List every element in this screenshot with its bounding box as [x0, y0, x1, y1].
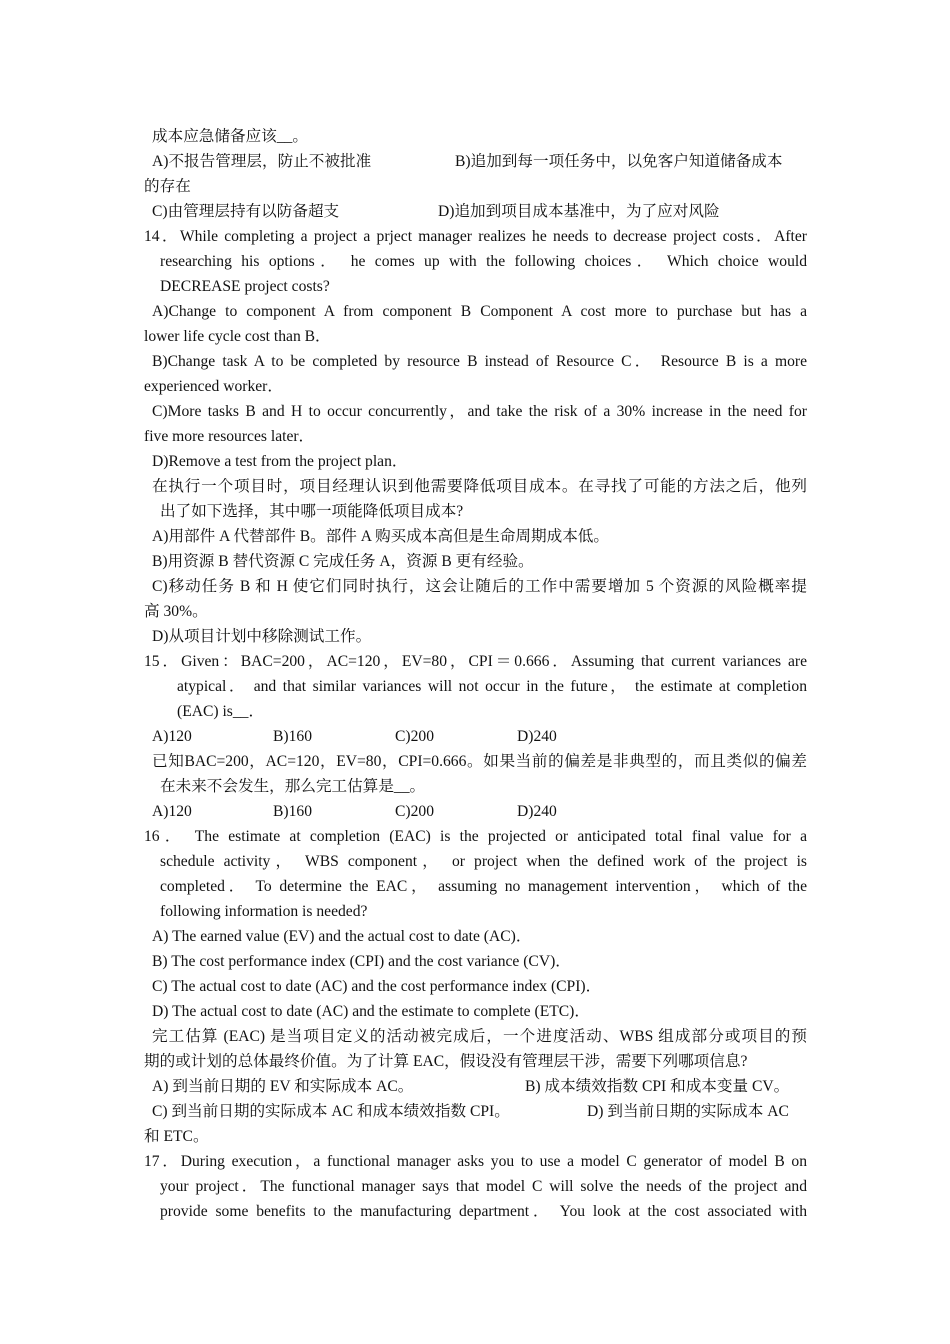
q14-option-a-1: A)Change to component A from component B Component A cost more to purchase but has a	[152, 303, 807, 320]
q14-option-b-2: experienced worker．	[144, 378, 283, 395]
q16-option-a: A) The earned value (EV) and the actual cost to date (AC)．	[152, 928, 532, 945]
q15-zh-line-2: 在未来不会发生，那么完工估算是__。	[160, 778, 426, 795]
q14-zh-option-a: A)用部件 A 代替部件 B。部件 A 购买成本高但是生命周期成本低。	[152, 528, 609, 545]
q16-zh-option-b: B) 成本绩效指数 CPI 和成本变量 CV。	[525, 1078, 790, 1095]
q16-zh-option-d-cont: 和 ETC。	[144, 1128, 209, 1145]
q14-zh-option-b: B)用资源 B 替代资源 C 完成任务 A，资源 B 更有经验。	[152, 553, 534, 570]
q17-line-1: 17．During execution，a functional manager asks you to use a model C generator of model B on	[144, 1153, 807, 1170]
q14-option-d: D)Remove a test from the project plan．	[152, 453, 408, 470]
q15-zh-option-b: B)160	[273, 803, 312, 820]
q13-stem-tail: 成本应急储备应该__。	[152, 128, 308, 145]
q14-line-2: researching his options． he comes up with the following choices． Which choice would	[160, 253, 807, 270]
q14-option-b-1: B)Change task A to be completed by resource B instead of Resource C． Resource B is a more	[152, 353, 807, 370]
q14-line-3: DECREASE project costs?	[160, 278, 330, 295]
q16-zh-option-a: A) 到当前日期的 EV 和实际成本 AC。	[152, 1078, 414, 1095]
q15-option-c: C)200	[395, 728, 434, 745]
q15-line-2: atypical． and that similar variances will not occur in the future， the estimate at completion	[177, 678, 807, 695]
q15-zh-option-c: C)200	[395, 803, 434, 820]
q16-line-1: 16． The estimate at completion (EAC) is the projected or anticipated total final value for a	[144, 828, 807, 845]
q16-zh-line-2: 期的或计划的总体最终价值。为了计算 EAC，假设没有管理层干涉，需要下列哪项信息?	[144, 1053, 748, 1070]
q14-option-a-2: lower life cycle cost than B．	[144, 328, 331, 345]
q16-zh-line-1: 完工估算 (EAC) 是当项目定义的活动被完成后，一个进度活动、WBS 组成部分或项目的预	[152, 1028, 807, 1045]
q14-zh-option-d: D)从项目计划中移除测试工作。	[152, 628, 372, 645]
q15-line-3: (EAC) is__．	[177, 703, 265, 720]
q14-zh-option-c-1: C)移动任务 B 和 H 使它们同时执行，这会让随后的工作中需要增加 5 个资源的风险概率提	[152, 578, 807, 595]
q17-line-2: your project．The functional manager says that model C will solve the needs of the project and	[160, 1178, 807, 1195]
q16-option-c: C) The actual cost to date (AC) and the cost performance index (CPI)．	[152, 978, 602, 995]
q13-option-c: C)由管理层持有以防备超支	[152, 203, 340, 220]
q16-option-b: B) The cost performance index (CPI) and the cost variance (CV)．	[152, 953, 571, 970]
q14-zh-line-2: 出了如下选择，其中哪一项能降低项目成本?	[160, 503, 464, 520]
q15-zh-line-1: 已知BAC=200，AC=120，EV=80，CPI=0.666。如果当前的偏差是非典型的，而且类似的偏差	[152, 753, 807, 770]
q16-zh-option-d: D) 到当前日期的实际成本 AC	[587, 1103, 789, 1120]
q15-line-1: 15．Given：BAC=200，AC=120，EV=80，CPI＝0.666．Assuming that current variances are	[144, 653, 807, 670]
q16-line-2: schedule activity， WBS component， or project when the defined work of the project is	[160, 853, 807, 870]
q13-option-d: D)追加到项目成本基准中，为了应对风险	[438, 203, 720, 220]
q14-option-c-2: five more resources later．	[144, 428, 315, 445]
q13-option-b: B)追加到每一项任务中，以免客户知道储备成本	[455, 153, 783, 170]
q15-zh-option-a: A)120	[152, 803, 192, 820]
q14-zh-option-c-2: 高 30%。	[144, 603, 208, 620]
q15-option-a: A)120	[152, 728, 192, 745]
q14-option-c-1: C)More tasks B and H to occur concurrently，and take the risk of a 30% increase in the need for	[152, 403, 807, 420]
q15-option-d: D)240	[517, 728, 557, 745]
q15-option-b: B)160	[273, 728, 312, 745]
q16-line-4: following information is needed?	[160, 903, 368, 920]
q14-line-1: 14．While completing a project a prject manager realizes he needs to decrease project costs．After	[144, 228, 807, 245]
q16-zh-option-c: C) 到当前日期的实际成本 AC 和成本绩效指数 CPI。	[152, 1103, 510, 1120]
q16-option-d: D) The actual cost to date (AC) and the estimate to complete (ETC)．	[152, 1003, 590, 1020]
q15-zh-option-d: D)240	[517, 803, 557, 820]
q13-option-a: A)不报告管理层，防止不被批准	[152, 153, 372, 170]
q13-option-b-cont: 的存在	[144, 178, 191, 195]
q16-line-3: completed． To determine the EAC， assuming no management intervention， which of the	[160, 878, 807, 895]
q17-line-3: provide some benefits to the manufacturing department． You look at the cost associated with	[160, 1203, 807, 1220]
q14-zh-line-1: 在执行一个项目时，项目经理认识到他需要降低项目成本。在寻找了可能的方法之后，他列	[152, 478, 807, 495]
